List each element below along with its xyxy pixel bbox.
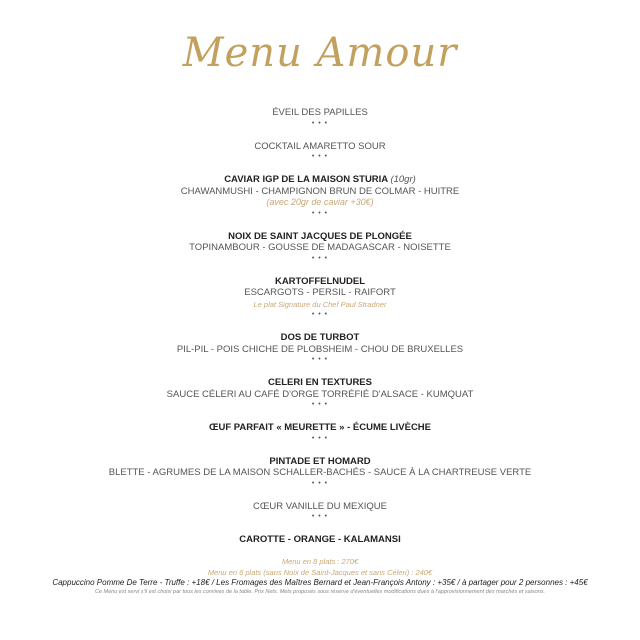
course-name: ŒUF PARFAIT « MEURETTE » - ÉCUME LIVÈCHE [208, 422, 432, 433]
separator-dots: • • • [311, 434, 329, 442]
separator-dots: • • • [311, 479, 329, 487]
menu-title: Menu Amour [182, 30, 458, 76]
course-desc: CHAWANMUSHI - CHAMPIGNON BRUN DE COLMAR - HUITRE [180, 185, 460, 197]
course-desc: TOPINAMBOUR - GOUSSE DE MADAGASCAR - NOISETTE [189, 242, 451, 253]
course-coeur-vanille [0, 501, 640, 522]
course-name: CŒUR VANILLE DU MEXIQUE [253, 500, 387, 512]
separator-dots: • • • [311, 209, 329, 217]
separator-dots: • • • [311, 513, 329, 520]
course-cocktail [0, 141, 640, 162]
price-6-courses: Menu en 6 plats (sans Noix de Saint-Jacques et sans Céleri) : 240€ [207, 567, 433, 577]
course-carotte [0, 534, 640, 546]
separator-dots: • • • [311, 153, 329, 160]
course-oeuf [0, 422, 640, 443]
disclaimer: Ce Menu est servi s'il est choisi par tous les convives de la table. Prix Nets. Mets proposés sous réserve d'éventuelles modifications dues à l'approvisionnement des marchés et saisons. [94, 589, 546, 595]
course-name: ÉVEIL DES PAPILLES [272, 107, 368, 118]
course-name-line [0, 174, 640, 186]
extras-line: Cappuccino Pomme De Terre - Truffe : +18€ / Les Fromages des Maîtres Bernard et Jean-François Antony : +35€ / à partager pour 2 personnes : +45€ [52, 578, 588, 587]
menu-footer [0, 557, 640, 597]
course-name: NOIX DE SAINT JACQUES DE PLONGÉE [228, 230, 412, 242]
course-caviar [0, 174, 640, 218]
course-name: CAVIAR IGP DE LA MAISON STURIA [224, 174, 388, 185]
course-name: KARTOFFELNUDEL [274, 275, 366, 287]
separator-dots: • • • [311, 311, 329, 318]
course-qualifier: (10gr) [390, 174, 416, 185]
course-name: DOS DE TURBOT [280, 332, 360, 343]
price-8-courses: Menu en 8 plats : 270€ [281, 557, 359, 566]
separator-dots: • • • [311, 254, 329, 262]
course-note: Le plat Signature du Chef Paul Stradner [253, 299, 387, 309]
course-kartoffelnudel [0, 276, 640, 320]
course-desc: PIL-PIL - POIS CHICHE DE PLOBSHEIM - CHOU DE BRUXELLES [176, 343, 464, 355]
separator-dots: • • • [311, 119, 329, 127]
course-celeri [0, 377, 640, 409]
course-list [0, 107, 640, 546]
course-saint-jacques [0, 231, 640, 263]
separator-dots: • • • [311, 356, 329, 363]
course-name: COCKTAIL AMARETTO SOUR [254, 140, 386, 152]
separator-dots: • • • [311, 401, 329, 408]
course-desc: ESCARGOTS - PERSIL - RAIFORT [244, 287, 396, 298]
course-turbot [0, 332, 640, 364]
course-name: PINTADE ET HOMARD [269, 455, 371, 467]
course-pintade [0, 456, 640, 488]
course-eveil [0, 107, 640, 128]
course-name: CAROTTE - ORANGE - KALAMANSI [239, 534, 401, 545]
course-note: (avec 20gr de caviar +30€) [266, 197, 374, 207]
course-desc: BLETTE - AGRUMES DE LA MAISON SCHALLER-BACHÉS - SAUCE À LA CHARTREUSE VERTE [108, 467, 532, 478]
course-desc: SAUCE CÉLERI AU CAFÉ D'ORGE TORRÉFIÉ D'ALSACE - KUMQUAT [166, 388, 474, 400]
course-name: CELERI EN TEXTURES [268, 377, 372, 388]
